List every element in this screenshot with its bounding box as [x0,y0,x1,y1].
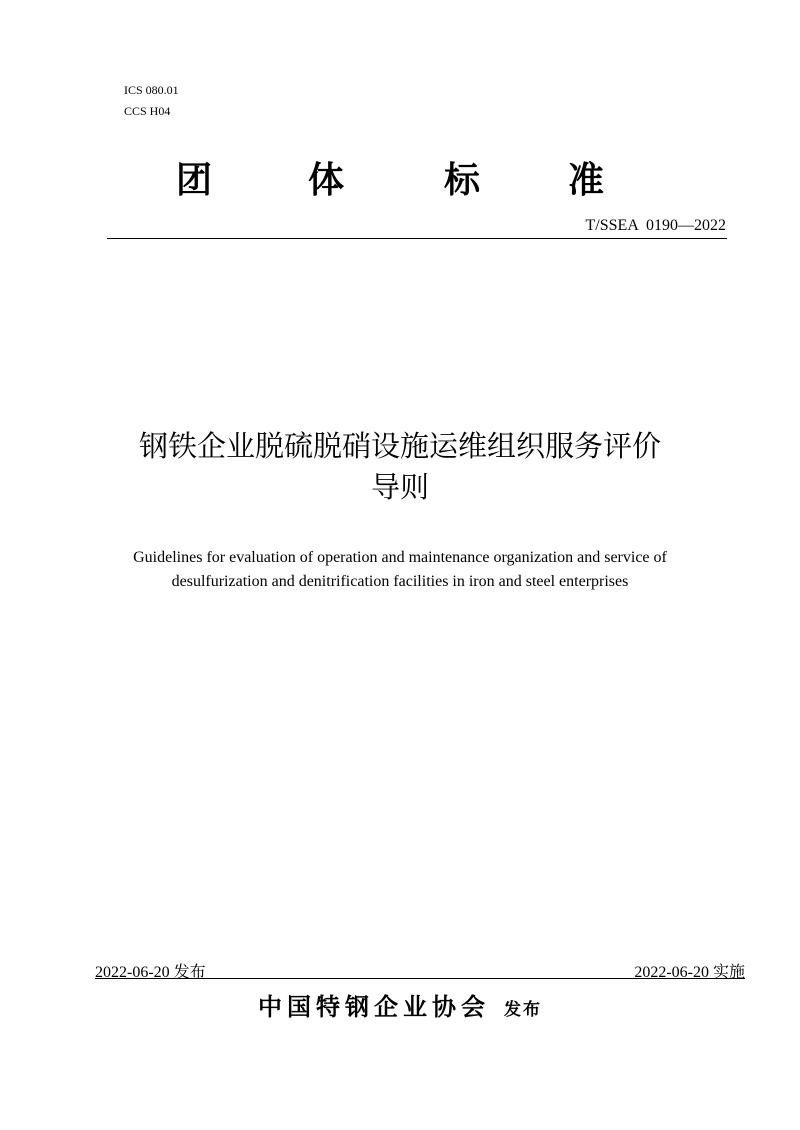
publisher-line [0,987,800,1022]
standard-type-char: 标 [444,160,481,201]
title-english [0,546,800,594]
publish-action: 发布 [504,1000,542,1020]
standard-type-char: 团 [176,160,213,201]
standard-type-heading [150,152,650,202]
standard-type-char: 体 [308,160,345,201]
title-chinese-line2: 导则 [370,470,429,504]
standard-type-char: 准 [568,160,605,201]
publish-date: 2022-06-20 发布 [95,964,206,981]
ccs-code: CCS H04 [124,104,171,118]
header-divider [107,238,727,239]
title-chinese [0,426,800,508]
standard-number: T/SSEA 0190—2022 [585,217,726,234]
title-chinese-line1: 钢铁企业脱硫脱硝设施运维组织服务评价 [138,429,661,463]
classification-block [124,80,179,122]
footer-divider [95,978,745,979]
title-english-line2: desulfurization and denitrification facilities in iron and steel enterprises [171,573,629,590]
implement-date: 2022-06-20 实施 [634,964,745,981]
title-english-line1: Guidelines for evaluation of operation and maintenance organization and service of [133,549,667,566]
publisher-name: 中国特钢企业协会 [258,993,490,1021]
ics-code: ICS 080.01 [124,83,179,97]
